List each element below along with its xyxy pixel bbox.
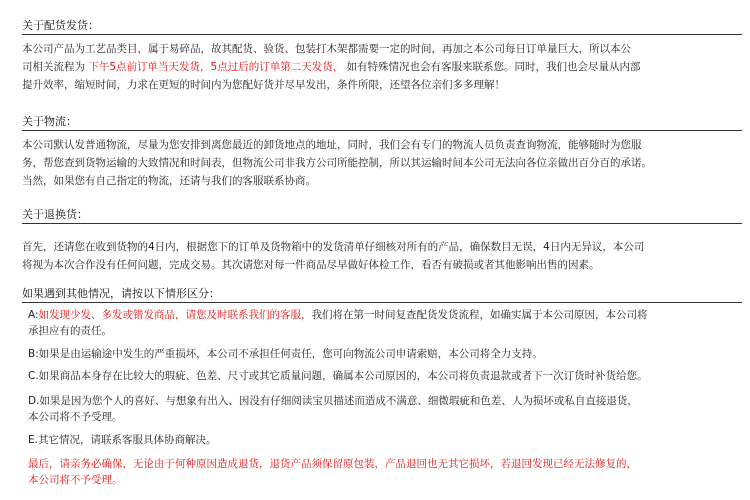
case-d-line-1: D.如果是因为您个人的喜好、与想象有出入、因没有仔细阅读宝贝描述而造成不满意、细微瑕疵和色差、人为损坏或私自直接退货， [28,395,638,407]
case-e [28,432,744,448]
returns-paragraph [22,238,746,274]
logistics-paragraph [22,136,746,190]
case-a [28,307,744,339]
other-divider [22,302,742,303]
shipping-line-2 [22,58,746,76]
logistics-divider [22,130,742,131]
case-b [28,346,744,362]
logistics-section-title: 关于物流： [22,115,77,128]
logistics-line-1: 本公司默认发普通物流，尽量为您安排到离您最近的卸货地点的地址，同时，我们会有专门的物流人员负责查询物流，能够随时为您服 [22,139,642,151]
closing-line-2: 本公司将不予受理。 [28,474,123,486]
returns-section-title: 关于退换货： [22,208,88,221]
case-a-prefix: A: [28,309,39,321]
case-b-line-1: B:如果是由运输途中发生的严重损坏，本公司不承担任何责任，您可向物流公司申请索赔，本公司将全力支持。 [28,348,543,360]
shipping-line-2-end: 如有特殊情况也会有客服来联系您。同时，我们也会尽量从内部 [346,61,641,73]
shipping-cutoff-notice: 下午5点前订单当天发货，5点过后的订单第二天发货， [88,61,344,73]
case-c [28,368,744,384]
case-a-line-2: 承担应有的责任。 [28,325,112,337]
logistics-line-3: 当然，如果您有自己指定的物流，还请与我们的客服联系协商。 [22,175,316,187]
shipping-section-title: 关于配货发货： [22,19,99,32]
case-a-contact-notice: 如发现少发、多发或错发商品，请您及时联系我们的客服， [38,309,312,321]
case-a-rest: 我们将在第一时间复查配货发货流程，如确实属于本公司原因，本公司将 [311,309,648,321]
returns-line-1: 首先，还请您在收到货物的4日内，根据您下的订单及货物箱中的发货清单仔细核对所有的产品，确保数目无误，4日内无异议，本公司 [22,241,645,253]
case-a-line-1 [28,307,744,323]
shipping-divider [22,34,742,35]
shipping-line-3: 提升效率，缩短时间，力求在更短的时间内为您配好货并尽早发出，条件所限，还望各位亲们多多理解！ [22,79,505,91]
case-e-line-1: E.其它情况，请联系客服具体协商解决。 [28,434,217,446]
case-c-line-1: C.如果商品本身存在比较大的瑕疵、色差、尺寸或其它质量问题，确属本公司原因的，本公司将负责退款或者下一次订货时补货给您。 [28,370,648,382]
shipping-line-2-start: 司相关流程为 [22,61,85,73]
shipping-paragraph [22,40,746,94]
shipping-line-1: 本公司产品为工艺品类目，属于易碎品，故其配货、验货、包装打木架都需要一定的时间，再加之本公司每日订单量巨大，所以本公 [22,43,631,55]
logistics-line-2: 务，帮您查到货物运输的大致情况和时间表，但物流公司非我方公司所能控制，所以其运输时间本公司无法向各位亲做出百分百的承诺。 [22,157,652,169]
case-d [28,393,744,425]
closing-notice [28,456,744,488]
returns-line-2: 将视为本次合作没有任何问题，完成交易。其次请您对每一件商品尽早做好体检工作，看否有破损或者其他影响出售的因素。 [22,259,600,271]
case-d-line-2: 本公司将不予受理。 [28,411,123,423]
returns-divider [22,223,742,224]
other-section-title: 如果遇到其他情况，请按以下情形区分： [22,287,220,300]
closing-line-1: 最后，请亲务必确保，无论由于何种原因造成退货，退货产品须保留原包装，产品退回也无其它损坏，若退回发现已经无法修复的， [28,458,637,470]
